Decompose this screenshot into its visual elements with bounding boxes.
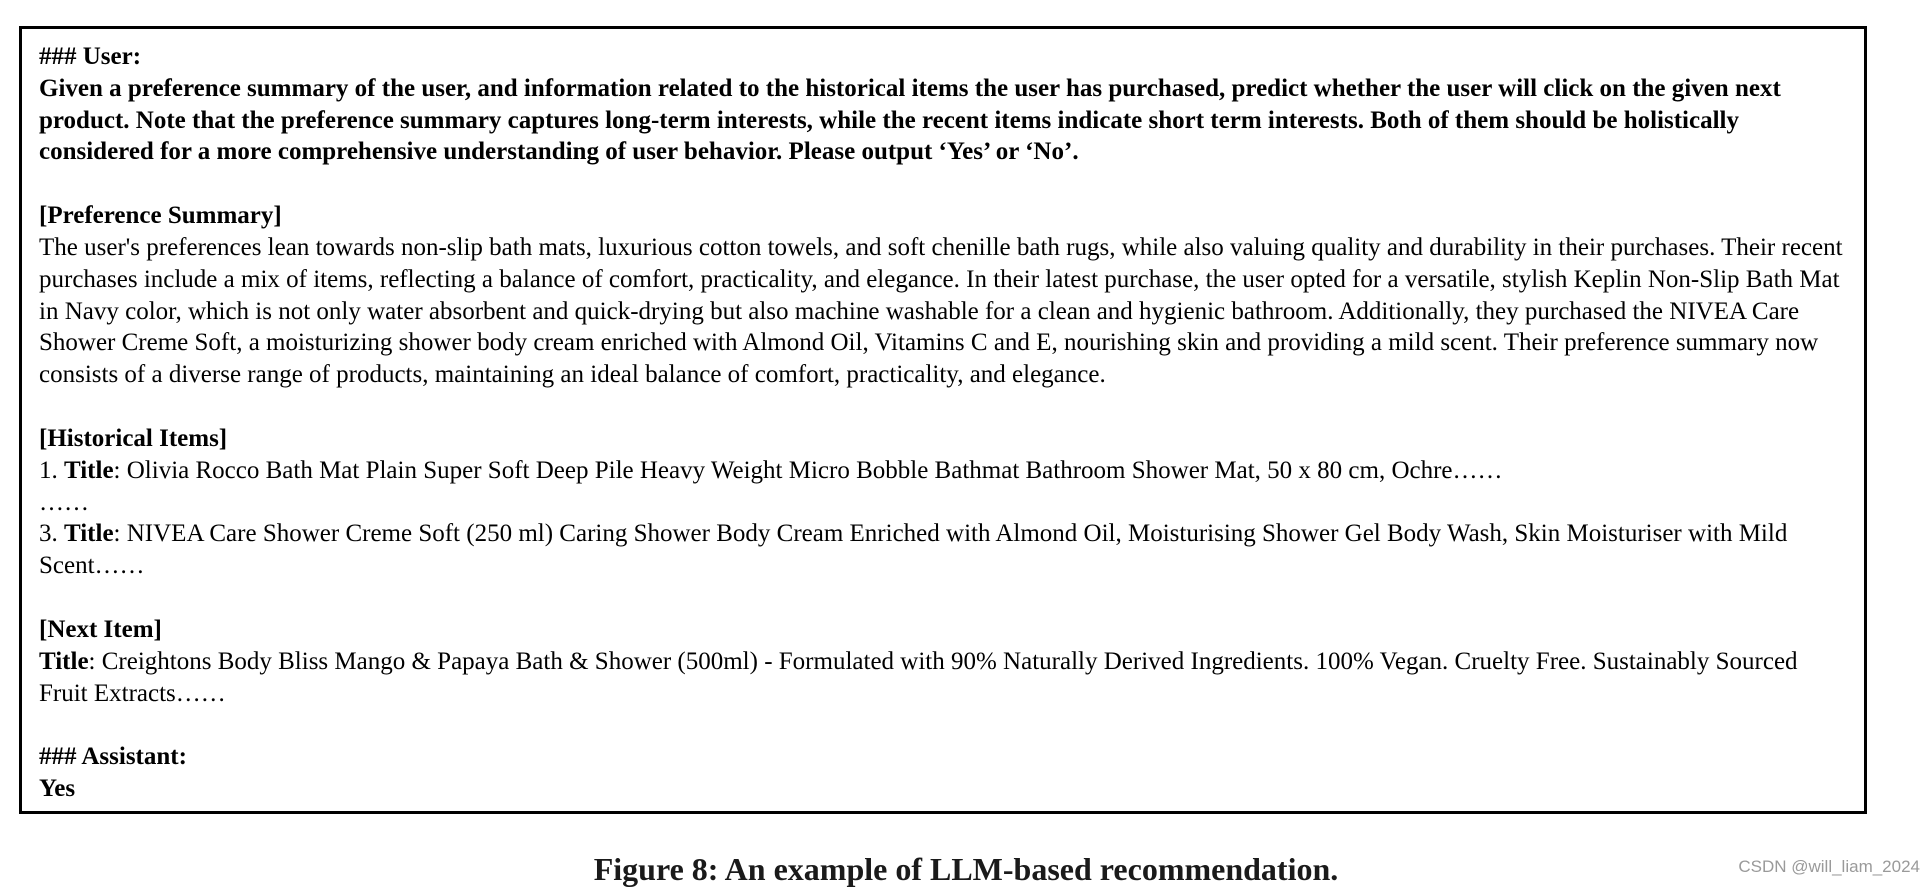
- historical-item-index: 3.: [39, 520, 58, 548]
- spacer: [39, 391, 1850, 423]
- historical-item-title-label: Title: [64, 456, 114, 484]
- historical-item-index: 1.: [39, 456, 58, 484]
- prompt-example-box: [19, 26, 1867, 814]
- spacer: [39, 582, 1850, 614]
- historical-item: [39, 518, 1850, 582]
- preference-summary-text: The user's preferences lean towards non-slip bath mats, luxurious cotton towels, and soft chenille bath rugs, while also valuing quality and durability in their purchases. Their recent purchases include a mix of items, reflecting a balance of comfort, practicality, and elegance. In their latest purchase, the user opted for a versatile, stylish Keplin Non-Slip Bath Mat in Navy color, which is not only water absorbent and quick-drying but also machine washable for a clean and hygienic bathroom. Additionally, they purchased the NIVEA Care Shower Creme Soft, a moisturizing shower body cream enriched with Almond Oil, Vitamins C and E, nourishing skin and providing a mild scent. Their preference summary now consists of a diverse range of products, maintaining an ideal balance of comfort, practicality, and elegance.: [39, 233, 1843, 389]
- historical-items-header: [Historical Items]: [39, 424, 228, 452]
- historical-item-text: : NIVEA Care Shower Creme Soft (250 ml) Caring Shower Body Cream Enriched with Almond Oil, Moisturising Shower Gel Body Wash, Skin Moisturiser with Mild Scent……: [39, 520, 1788, 580]
- spacer: [39, 168, 1850, 200]
- next-item-text: : Creightons Body Bliss Mango & Papaya Bath & Shower (500ml) - Formulated with 90% Naturally Derived Ingredients. 100% Vegan. Cruelty Free. Sustainably Sourced Fruit Extracts……: [39, 647, 1798, 707]
- historical-item-title-label: Title: [64, 520, 114, 548]
- user-header: ### User:: [39, 43, 142, 70]
- prompt-content: [39, 41, 1850, 805]
- preference-summary-header: [Preference Summary]: [39, 202, 282, 230]
- historical-item: [39, 455, 1850, 487]
- spacer: [39, 709, 1850, 741]
- historical-items-ellipsis: ……: [39, 488, 89, 516]
- next-item-title-label: Title: [39, 647, 89, 675]
- assistant-answer: Yes: [39, 775, 76, 803]
- watermark: CSDN @will_liam_2024: [1738, 857, 1920, 876]
- figure-caption: Figure 8: An example of LLM-based recommendation.: [593, 851, 1339, 887]
- historical-item-text: : Olivia Rocco Bath Mat Plain Super Soft Deep Pile Heavy Weight Micro Bobble Bathmat Bathroom Shower Mat, 50 x 80 cm, Ochre……: [113, 456, 1503, 484]
- next-item-header: [Next Item]: [39, 615, 162, 643]
- instruction-text: Given a preference summary of the user, and information related to the historical items the user has purchased, predict whether the user will click on the given next product. Note that the preference summary captures long-term interests, while the recent items indicate short term interests. Both of them should be holistically considered for a more comprehensive understanding of user behavior. Please output ‘Yes’ or ‘No’.: [39, 74, 1781, 166]
- next-item: [39, 646, 1850, 710]
- assistant-header: ### Assistant:: [39, 743, 187, 771]
